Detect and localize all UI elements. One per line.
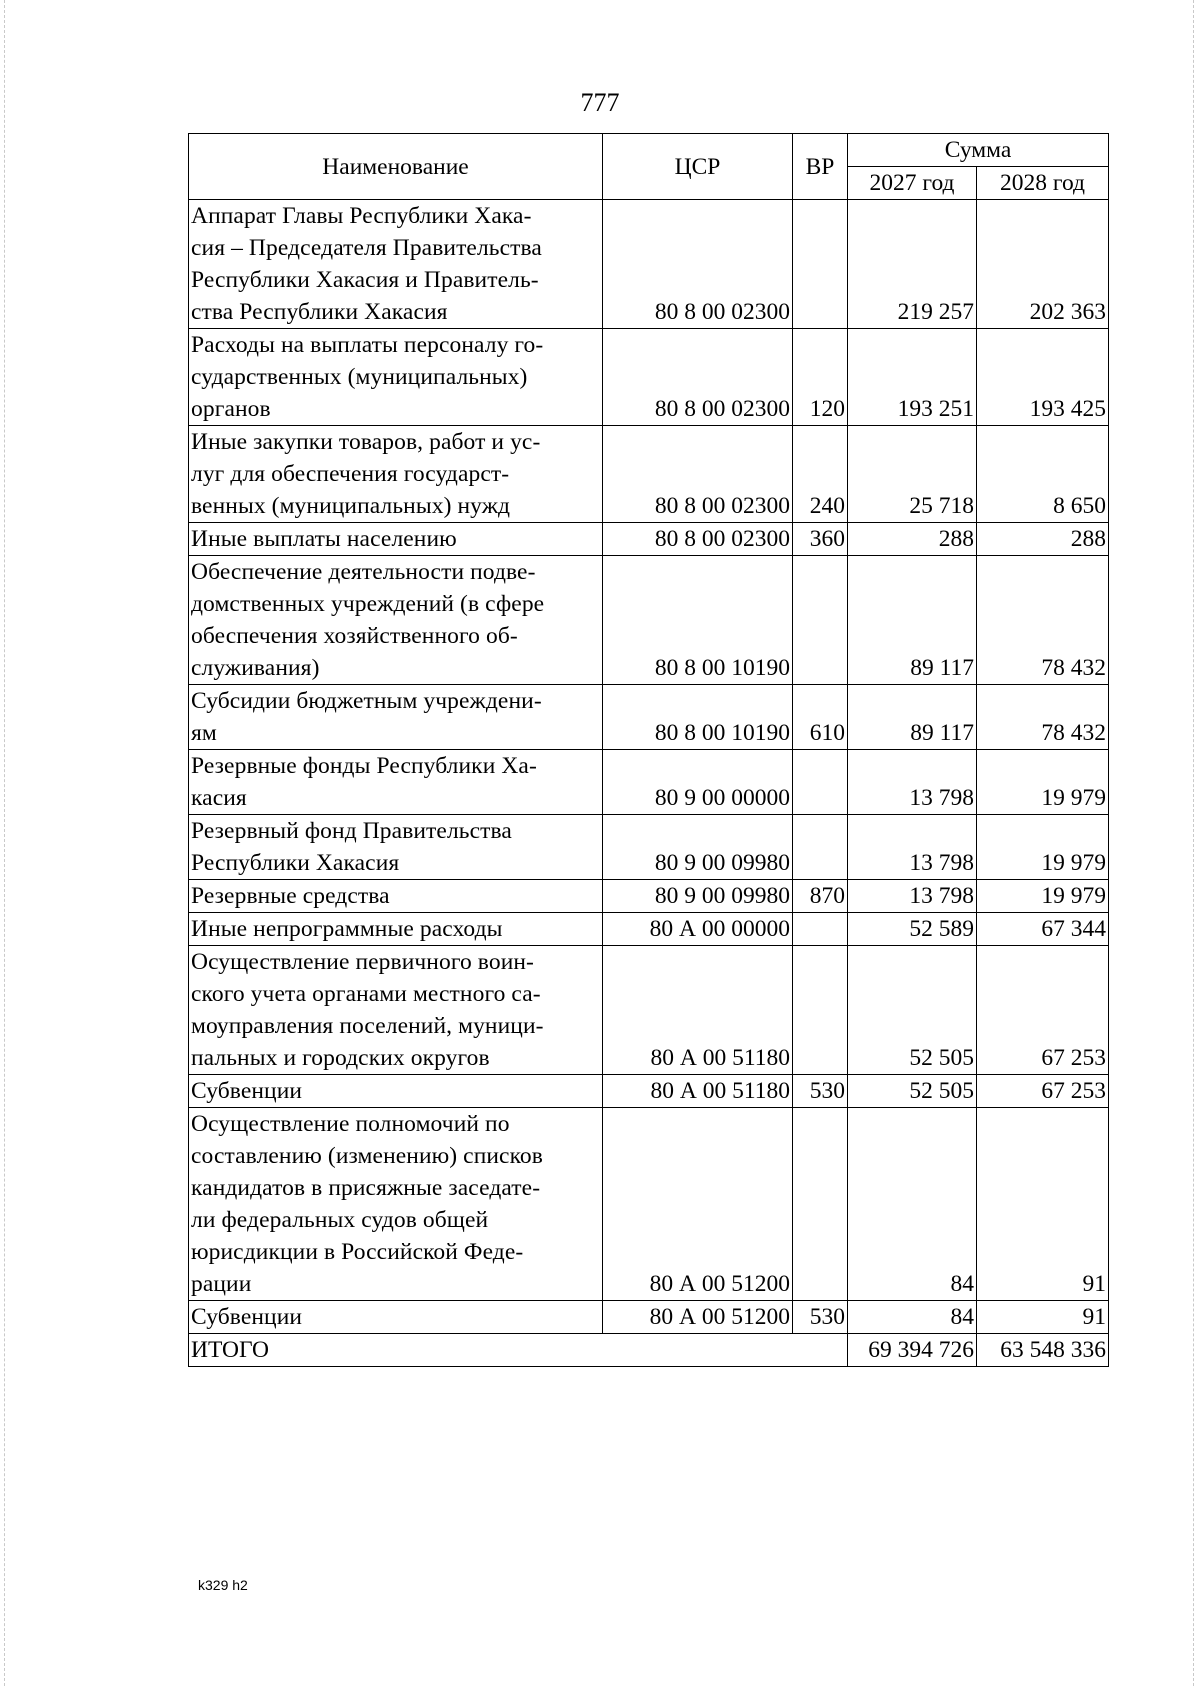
total-row bbox=[189, 1334, 1109, 1367]
row-csr: 80 9 00 09980 bbox=[603, 880, 793, 913]
row-vr bbox=[793, 946, 848, 1075]
row-2027: 25 718 bbox=[848, 426, 977, 523]
row-name-line: сударственных (муниципальных) bbox=[191, 364, 528, 390]
table-row bbox=[189, 523, 1109, 556]
header-name: Наименование bbox=[189, 134, 603, 200]
page-number: 777 bbox=[580, 88, 620, 117]
row-vr bbox=[793, 1108, 848, 1301]
table-body bbox=[189, 200, 1109, 1334]
row-vr: 530 bbox=[793, 1301, 848, 1334]
table-row bbox=[189, 750, 1109, 815]
header-vr: ВР bbox=[793, 134, 848, 200]
row-name bbox=[189, 523, 603, 556]
row-name-line: домственных учреждений (в сфере bbox=[191, 591, 545, 617]
row-name-line: Резервные средства bbox=[191, 883, 390, 909]
row-name-line: Расходы на выплаты персоналу го- bbox=[191, 332, 544, 358]
row-2028: 8 650 bbox=[977, 426, 1109, 523]
table-row bbox=[189, 880, 1109, 913]
row-name-line: Иные выплаты населению bbox=[191, 526, 457, 552]
table-row bbox=[189, 685, 1109, 750]
row-2027: 219 257 bbox=[848, 200, 977, 329]
row-name-line: Субсидии бюджетным учреждени- bbox=[191, 688, 542, 714]
row-name bbox=[189, 880, 603, 913]
row-2027: 193 251 bbox=[848, 329, 977, 426]
row-csr: 80 8 00 02300 bbox=[603, 426, 793, 523]
row-csr: 80 8 00 10190 bbox=[603, 685, 793, 750]
row-vr bbox=[793, 556, 848, 685]
row-2028: 91 bbox=[977, 1301, 1109, 1334]
row-name bbox=[189, 329, 603, 426]
row-name-line: Осуществление первичного воин- bbox=[191, 949, 534, 975]
row-vr: 610 bbox=[793, 685, 848, 750]
row-2027: 288 bbox=[848, 523, 977, 556]
row-name bbox=[189, 750, 603, 815]
row-vr: 240 bbox=[793, 426, 848, 523]
row-2028: 67 253 bbox=[977, 946, 1109, 1075]
row-name-line: Иные закупки товаров, работ и ус- bbox=[191, 429, 541, 455]
row-vr: 120 bbox=[793, 329, 848, 426]
budget-table bbox=[188, 133, 1109, 1367]
row-name-line: кандидатов в присяжные заседате- bbox=[191, 1175, 541, 1201]
row-name bbox=[189, 556, 603, 685]
row-name bbox=[189, 426, 603, 523]
table-row bbox=[189, 815, 1109, 880]
row-name bbox=[189, 1108, 603, 1301]
row-csr: 80 9 00 09980 bbox=[603, 815, 793, 880]
row-name bbox=[189, 946, 603, 1075]
row-vr bbox=[793, 913, 848, 946]
row-name-line: Субвенции bbox=[191, 1304, 303, 1330]
row-name-line: Аппарат Главы Республики Хака- bbox=[191, 203, 532, 229]
row-2028: 288 bbox=[977, 523, 1109, 556]
row-2028: 19 979 bbox=[977, 750, 1109, 815]
row-name-line: рации bbox=[191, 1271, 252, 1297]
row-2027: 84 bbox=[848, 1108, 977, 1301]
row-2028: 78 432 bbox=[977, 556, 1109, 685]
table-row bbox=[189, 913, 1109, 946]
row-csr: 80 8 00 10190 bbox=[603, 556, 793, 685]
row-2028: 19 979 bbox=[977, 815, 1109, 880]
row-csr: 80 8 00 02300 bbox=[603, 329, 793, 426]
row-name bbox=[189, 685, 603, 750]
row-2028: 202 363 bbox=[977, 200, 1109, 329]
scan-edge-left bbox=[4, 0, 5, 1686]
row-vr bbox=[793, 815, 848, 880]
row-2027: 52 505 bbox=[848, 946, 977, 1075]
row-2027: 89 117 bbox=[848, 685, 977, 750]
row-name-line: Резервный фонд Правительства bbox=[191, 818, 512, 844]
header-sum: Сумма bbox=[848, 134, 1109, 167]
total-2028: 63 548 336 bbox=[977, 1334, 1109, 1367]
row-name-line: Республики Хакасия bbox=[191, 850, 400, 876]
table-row bbox=[189, 200, 1109, 329]
row-vr: 530 bbox=[793, 1075, 848, 1108]
row-csr: 80 А 00 51180 bbox=[603, 946, 793, 1075]
row-2028: 91 bbox=[977, 1108, 1109, 1301]
header-year-2028: 2028 год bbox=[977, 167, 1109, 200]
row-2027: 13 798 bbox=[848, 750, 977, 815]
header-csr: ЦСР bbox=[603, 134, 793, 200]
table-row bbox=[189, 1075, 1109, 1108]
table-row bbox=[189, 426, 1109, 523]
total-label: ИТОГО bbox=[189, 1334, 848, 1367]
row-name-line: ства Республики Хакасия bbox=[191, 299, 448, 325]
row-name-line: луг для обеспечения государст- bbox=[191, 461, 510, 487]
row-name-line: составлению (изменению) списков bbox=[191, 1143, 543, 1169]
row-2027: 52 505 bbox=[848, 1075, 977, 1108]
row-2028: 193 425 bbox=[977, 329, 1109, 426]
row-vr: 360 bbox=[793, 523, 848, 556]
row-csr: 80 9 00 00000 bbox=[603, 750, 793, 815]
row-name-line: ли федеральных судов общей bbox=[191, 1207, 489, 1233]
row-name-line: моуправления поселений, муници- bbox=[191, 1013, 544, 1039]
row-vr bbox=[793, 750, 848, 815]
row-name-line: касия bbox=[191, 785, 247, 811]
row-name-line: Иные непрограммные расходы bbox=[191, 916, 503, 942]
row-2028: 67 344 bbox=[977, 913, 1109, 946]
row-name-line: служивания) bbox=[191, 655, 320, 681]
row-2027: 84 bbox=[848, 1301, 977, 1334]
row-2027: 13 798 bbox=[848, 880, 977, 913]
table-row bbox=[189, 1301, 1109, 1334]
table-row bbox=[189, 329, 1109, 426]
row-name-line: юрисдикции в Российской Феде- bbox=[191, 1239, 524, 1265]
row-csr: 80 А 00 51200 bbox=[603, 1301, 793, 1334]
row-name-line: органов bbox=[191, 396, 271, 422]
row-2027: 52 589 bbox=[848, 913, 977, 946]
row-name bbox=[189, 1075, 603, 1108]
table-row bbox=[189, 946, 1109, 1075]
row-csr: 80 А 00 51200 bbox=[603, 1108, 793, 1301]
row-csr: 80 А 00 51180 bbox=[603, 1075, 793, 1108]
row-name-line: Осуществление полномочий по bbox=[191, 1111, 510, 1137]
row-csr: 80 8 00 02300 bbox=[603, 200, 793, 329]
footer-code: k329 h2 bbox=[198, 1577, 248, 1593]
table-header-row bbox=[189, 134, 1109, 167]
row-name-line: сия – Председателя Правительства bbox=[191, 235, 542, 261]
row-csr: 80 8 00 02300 bbox=[603, 523, 793, 556]
row-name-line: обеспечения хозяйственного об- bbox=[191, 623, 518, 649]
row-name-line: ского учета органами местного са- bbox=[191, 981, 541, 1007]
row-name bbox=[189, 913, 603, 946]
row-name-line: Резервные фонды Республики Ха- bbox=[191, 753, 537, 779]
header-year-2027: 2027 год bbox=[848, 167, 977, 200]
row-name-line: венных (муниципальных) нужд bbox=[191, 493, 511, 519]
row-name bbox=[189, 815, 603, 880]
table-row bbox=[189, 1108, 1109, 1301]
row-name-line: пальных и городских округов bbox=[191, 1045, 490, 1071]
row-name-line: Субвенции bbox=[191, 1078, 303, 1104]
total-2027: 69 394 726 bbox=[848, 1334, 977, 1367]
row-2028: 78 432 bbox=[977, 685, 1109, 750]
row-name-line: Обеспечение деятельности подве- bbox=[191, 559, 536, 585]
row-name bbox=[189, 1301, 603, 1334]
row-name-line: Республики Хакасия и Правитель- bbox=[191, 267, 539, 293]
row-csr: 80 А 00 00000 bbox=[603, 913, 793, 946]
table-row bbox=[189, 556, 1109, 685]
row-2028: 67 253 bbox=[977, 1075, 1109, 1108]
scan-edge-right bbox=[1193, 0, 1194, 1686]
row-2028: 19 979 bbox=[977, 880, 1109, 913]
row-vr bbox=[793, 200, 848, 329]
row-name bbox=[189, 200, 603, 329]
row-2027: 13 798 bbox=[848, 815, 977, 880]
row-2027: 89 117 bbox=[848, 556, 977, 685]
row-name-line: ям bbox=[191, 720, 217, 746]
row-vr: 870 bbox=[793, 880, 848, 913]
